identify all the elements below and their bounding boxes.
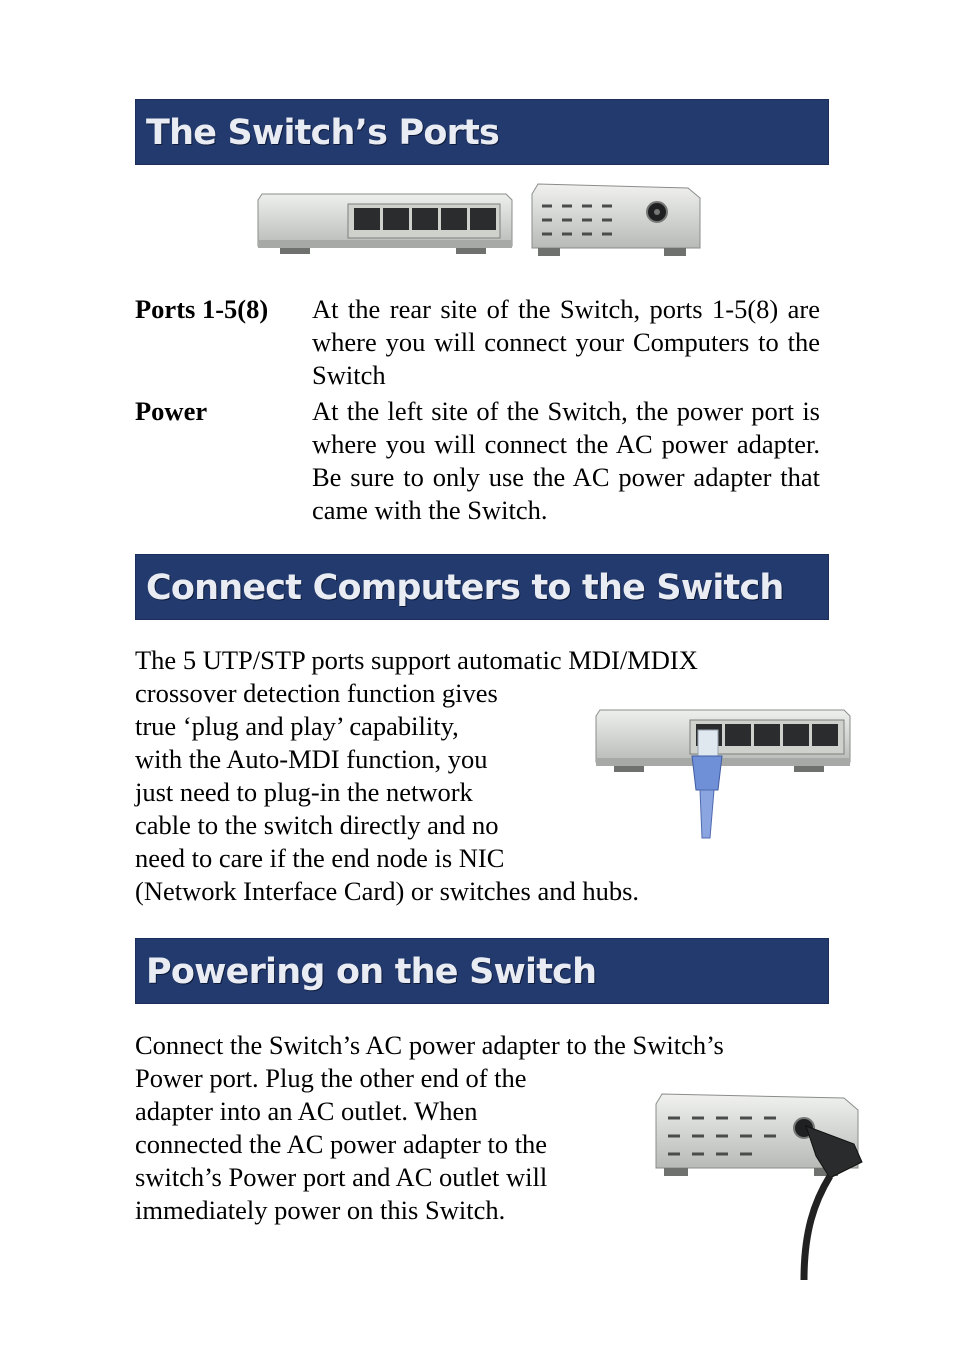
paragraph-line: just need to plug-in the network: [135, 777, 473, 807]
paragraph-line: true ‘plug and play’ capability,: [135, 711, 459, 741]
section-banner-ports: [135, 99, 829, 165]
definition-description: At the left site of the Switch, the power port is where you will connect the AC power adapter. Be sure to only use the AC power adapter that came with the Switch.: [312, 396, 820, 525]
section-banner-connect: [135, 554, 829, 620]
paragraph-line: need to care if the end node is NIC: [135, 843, 505, 873]
definition-description: At the rear site of the Switch, ports 1-5(8) are where you will connect your Computers to the Switch: [312, 294, 820, 390]
section-title: Connect Computers to the Switch: [146, 568, 784, 608]
paragraph-line: The 5 UTP/STP ports support automatic MDI/MDIX: [135, 645, 698, 675]
switch-side-power-image: [530, 182, 702, 262]
definition-term: Ports 1-5(8): [135, 294, 269, 324]
switch-rear-ports-image: [256, 186, 516, 258]
paragraph-line: adapter into an AC outlet. When: [135, 1096, 478, 1126]
switch-with-power-adapter-image: [654, 1092, 866, 1284]
paragraph-line: cable to the switch directly and no: [135, 810, 499, 840]
definition-term: Power: [135, 396, 208, 426]
paragraph-line: Connect the Switch’s AC power adapter to the Switch’s: [135, 1030, 724, 1060]
section-title: The Switch’s Ports: [146, 113, 500, 153]
paragraph-line: crossover detection function gives: [135, 678, 498, 708]
paragraph-line: connected the AC power adapter to the: [135, 1129, 548, 1159]
section-title: Powering on the Switch: [146, 952, 597, 992]
section-banner-power: [135, 938, 829, 1004]
switch-with-network-cable-image: [594, 706, 852, 846]
paragraph-line: switch’s Power port and AC outlet will: [135, 1162, 548, 1192]
paragraph-line: with the Auto-MDI function, you: [135, 744, 488, 774]
paragraph-line: immediately power on this Switch.: [135, 1195, 506, 1225]
paragraph-line: (Network Interface Card) or switches and hubs.: [135, 876, 640, 906]
paragraph-line: Power port. Plug the other end of the: [135, 1063, 527, 1093]
